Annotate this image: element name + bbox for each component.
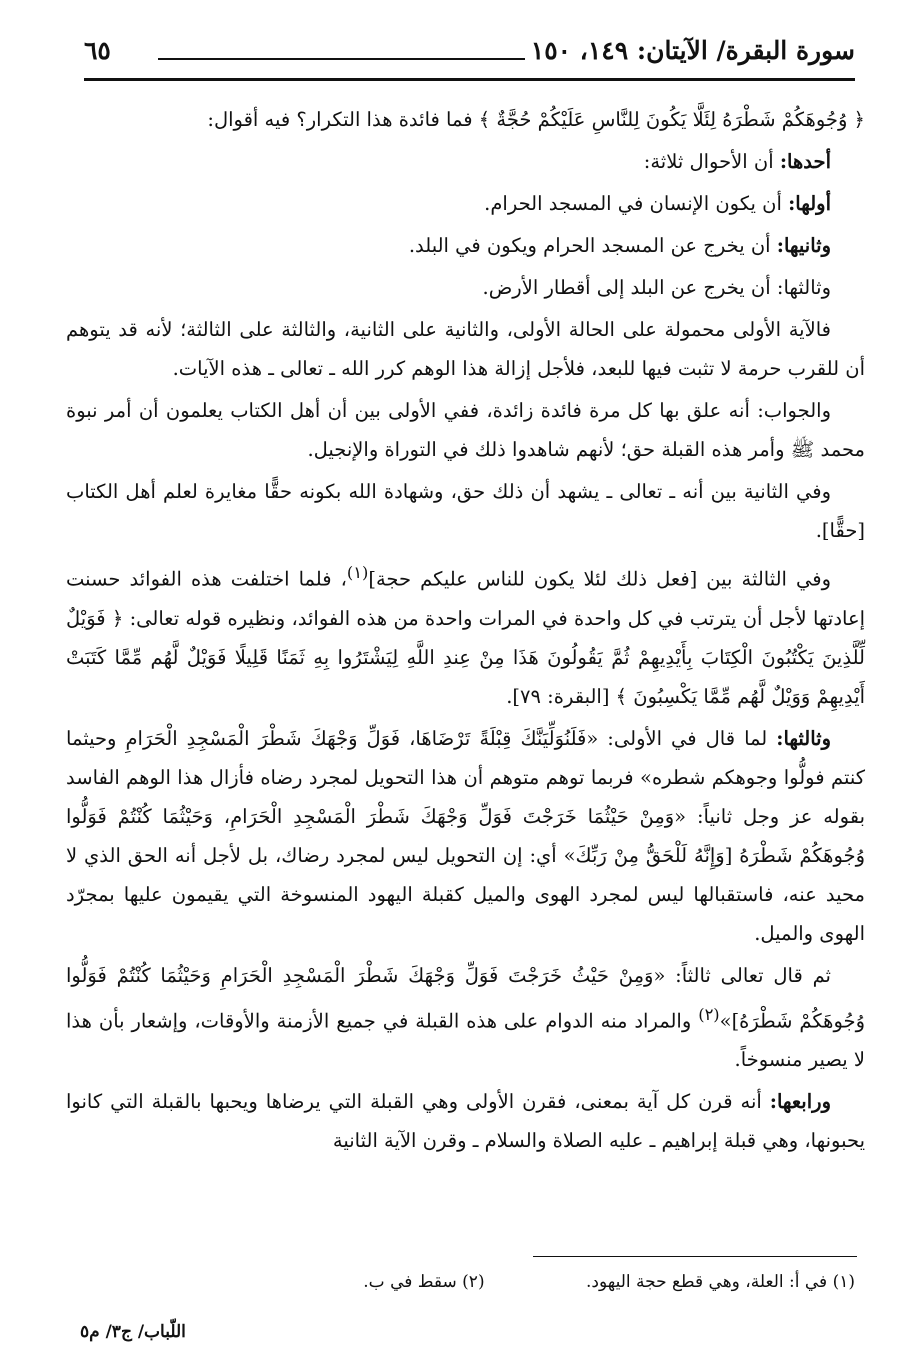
text-state-one: أن يكون الإنسان في المسجد الحرام. (484, 192, 782, 215)
footnote-ref-1: (١) (346, 563, 369, 582)
footnote-1: (١) في أ: العلة، وهي قطع حجة اليهود. (585, 1272, 855, 1292)
running-title: سورة البقرة/ الآيتان: ١٤٩، ١٥٠ (530, 36, 855, 65)
text-state-two: أن يخرج عن المسجد الحرام ويكون في البلد. (408, 234, 771, 257)
header-rule (158, 58, 525, 60)
label-first: أحدها: (779, 150, 831, 173)
paragraph-state-two (66, 226, 865, 265)
paragraph-first (66, 142, 865, 181)
label-state-two: وثانيها: (776, 234, 831, 257)
text-first: أن الأحوال ثلاثة: (643, 150, 774, 173)
paragraph-answer: والجواب: أنه علق بها كل مرة فائدة زائدة، ففي الأولى بين أن أهل الكتاب يعلمون أن أمر نبوة محمد ﷺ وأمر هذه القبلة حق؛ لأنهم شاهدوا ذلك في التوراة والإنجيل. (66, 399, 865, 461)
paragraph-third-answer (66, 719, 865, 953)
footnote-ref-2: (٢) (698, 1004, 720, 1024)
footnote-rule (533, 1256, 857, 1257)
text-state-three: أن يخرج عن البلد إلى أقطار الأرض. (482, 276, 771, 299)
text-third-verse-a: وفي الثالثة بين [فعل ذلك لئلا يكون للناس عليكم حجة] (368, 567, 831, 591)
label-fourth: ورابعها: (769, 1090, 831, 1113)
paragraph-state-three (66, 268, 865, 307)
text-then-third-b: والمراد منه الدوام على هذه القبلة في جميع الأزمنة والأوقات، وإشعار بأن هذا لا يصير منسوخاً. (66, 1009, 865, 1071)
page-number: ٦٥ (84, 36, 111, 65)
paragraph-third-verse (66, 553, 865, 716)
paragraph-second-verse: وفي الثانية بين أنه ـ تعالى ـ يشهد أن ذلك حق، وشهادة الله بكونه حقًّا مغايرة لعلم أهل الكتاب [حقًّا]. (66, 480, 865, 542)
text-fourth: أنه قرن كل آية بمعنى، فقرن الأولى وهي القبلة التي يرضاها ويحبها بالقبلة التي كانوا يحبونها، وهي قبلة إبراهيم ـ عليه الصلاة والسلام ـ وقرن الآية الثانية (66, 1090, 865, 1152)
paragraph-intro: ﴿ وُجُوهَكُمْ شَطْرَهُ لِئَلَّا يَكُونَ لِلنَّاسِ عَلَيْكُمْ حُجَّةٌ ﴾ فما فائدة هذا التكرار؟ فيه أقوال: (207, 108, 865, 131)
paragraph-then-third (66, 956, 865, 1080)
footnotes (66, 1268, 855, 1296)
page-header (84, 32, 855, 81)
label-state-one: أولها: (788, 192, 831, 215)
footnote-2: (٢) سقط في ب. (363, 1272, 485, 1292)
paragraph-state-one (66, 184, 865, 223)
text-third-verse-b: ، فلما اختلفت هذه الفوائد حسنت إعادتها لأجل أن يترتب في كل واحدة في المرات واحدة من هذه الفوائد، ونظيره قوله تعالى: ﴿ فَوَيْلٌ لِّلَّذِينَ يَكْتُبُونَ الْكِتَابَ بِأَيْدِيهِمْ ثُمَّ يَقُولُونَ هَذَا مِنْ عِندِ اللَّهِ لِيَشْتَرُوا بِهِ ثَمَنًا قَلِيلًا فَوَيْلٌ لَّهُم مِّمَّا كَتَبَتْ أَيْدِيهِمْ وَوَيْلٌ لَّهُم مِّمَّا يَكْسِبُونَ ﴾ [البقرة: ٧٩]. (66, 567, 865, 708)
main-text (66, 100, 865, 1163)
paragraph-fourth (66, 1082, 865, 1160)
label-state-three: وثالثها: (776, 276, 831, 299)
text-then-third-a: ثم قال تعالى ثالثاً: «وَمِنْ حَيْثُ خَرَجْتَ فَوَلِّ وَجْهَكَ شَطْرَ الْمَسْجِدِ الْحَرَامِ وَحَيْثُمَا كُنْتُمْ فَوَلُّوا وُجُوهَكُمْ شَطْرَهُ]» (66, 963, 865, 1032)
printer-signature: اللّباب/ ج٣/ م٥ (80, 1322, 186, 1342)
text-third-answer: لما قال في الأولى: «فَلَنُوَلِّيَنَّكَ قِبْلَةً تَرْضَاهَا، فَوَلِّ وَجْهَكَ شَطْرَ الْمَسْجِدِ الْحَرَامِ وحيثما كنتم فولُّوا وجوهكم شطره» فربما توهم متوهم أن هذا التحويل لمجرد رضاه فأزال هذا الوهم الفاسد بقوله عز وجل ثانياً: «وَمِنْ حَيْثُمَا خَرَجْتَ فَوَلِّ وَجْهَكَ شَطْرَ الْمَسْجِدِ الْحَرَامِ، وَحَيْثُمَا كُنْتُمْ فَوَلُّوا وُجُوهَكُمْ شَطْرَهُ [وَإِنَّهُ لَلْحَقُّ مِنْ رَبِّكَ» أي: إن التحويل ليس لمجرد رضاك، بل لأجل أنه الحق الذي لا محيد عنه، فاستقبالها ليس لمجرد الهوى والميل كقبلة اليهود المنسوخة التي يقيمون عليها بمجرّد الهوى والميل. (66, 726, 865, 945)
paragraph-verse-mapping: فالآية الأولى محمولة على الحالة الأولى، والثانية على الثانية، والثالثة على الثالثة؛ لأنه قد يتوهم أن للقرب حرمة لا تثبت فيها للبعد، فلأجل إزالة هذا الوهم كرر الله ـ تعالى ـ هذه الآيات. (66, 318, 865, 380)
label-third-answer: وثالثها: (776, 726, 831, 750)
